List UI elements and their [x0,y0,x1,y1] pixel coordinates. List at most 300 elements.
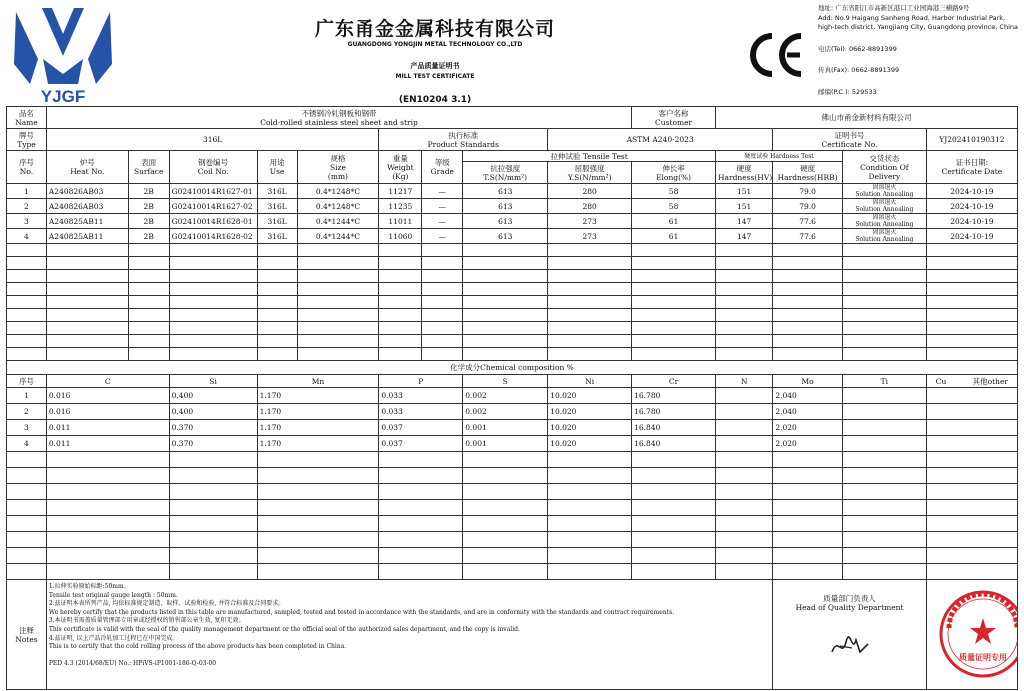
cell-el: 61 [632,214,716,229]
empty-cell [46,468,169,484]
company-logo [8,4,118,104]
empty-cell [7,348,47,361]
empty-cell [257,335,297,348]
empty-cell [128,322,169,335]
empty-cell [7,484,47,500]
company-name-cn: 广东甬金金属科技有限公司 [314,18,555,40]
empty-cell [379,322,422,335]
empty-cell [632,484,716,500]
customer-value: 佛山市甬金新材料有限公司 [716,107,1018,129]
empty-cell [257,296,297,309]
chem-cell-c: 0.011 [46,420,169,436]
chem-h-p: P [379,375,463,388]
seal-cell [926,580,1017,690]
empty-cell [926,283,1017,296]
chem-h-ti: Ti [842,375,926,388]
empty-cell [463,516,548,532]
empty-cell [842,270,926,283]
quality-head-en: Head of Quality Department [795,603,904,612]
empty-cell [632,296,716,309]
empty-cell [926,348,1017,361]
cell-no: 2 [7,199,47,214]
empty-cell [716,296,773,309]
empty-cell [297,283,379,296]
empty-cell [46,452,169,468]
empty-cell [422,309,463,322]
empty-cell [7,500,47,516]
note-line: This is to certify that the cold rolling process of the above products has been completed in China. [48,643,347,651]
certno-label: 证明书号 Certificate No. [773,129,926,151]
cell-date: 2024-10-19 [926,214,1017,229]
chem-body [7,388,1018,580]
empty-cell [548,309,632,322]
chem-cell-s: 0.002 [463,404,548,420]
h-seq: 序号 No. [7,151,47,184]
empty-cell [169,484,257,500]
cell-ts: 613 [463,229,548,244]
cell-ys: 273 [548,229,632,244]
cell-date: 2024-10-19 [926,229,1017,244]
empty-cell [773,516,843,532]
cell-use: 316L [257,199,297,214]
empty-cell [548,452,632,468]
h-date: 证书日期: Certificate Date [926,151,1017,184]
chem-h-s: S [463,375,548,388]
empty-cell [716,283,773,296]
empty-cell [716,468,773,484]
mech-empty-row [7,322,1018,335]
empty-cell [7,309,47,322]
empty-cell [7,452,47,468]
empty-cell [379,564,463,580]
chem-empty-row [7,484,1018,500]
empty-cell [297,309,379,322]
empty-cell [257,244,297,257]
empty-cell [548,244,632,257]
empty-cell [379,548,463,564]
chem-cell-n [716,436,773,452]
empty-cell [379,296,422,309]
empty-cell [463,532,548,548]
quality-head-cn: 质量部门负责人 [823,594,876,603]
empty-cell [422,296,463,309]
chem-cell-n [716,420,773,436]
empty-cell [379,309,422,322]
empty-cell [257,500,379,516]
cell-surface: 2B [128,229,169,244]
empty-cell [257,564,379,580]
empty-cell [257,452,379,468]
name-label: 品名 Name [7,107,47,129]
empty-cell [463,484,548,500]
cell-use: 316L [257,184,297,199]
cell-hv: 151 [716,184,773,199]
cell-grade: — [422,214,463,229]
chem-cell-si: 0.370 [169,436,257,452]
empty-cell [463,244,548,257]
empty-cell [842,322,926,335]
cell-size: 0.4*1248*C [297,199,379,214]
empty-cell [463,309,548,322]
empty-cell [169,244,257,257]
chem-cell-si: 0.400 [169,388,257,404]
empty-cell [128,283,169,296]
note-line: 2.兹证明本表所列产品, 均依标准规定制造、取样、试验和检验, 并符合标准及合同要求。 [48,600,285,608]
h-ts: 抗拉强度 T.S(N/mm²) [463,162,548,184]
empty-cell [842,244,926,257]
empty-cell [842,296,926,309]
certificate-table [6,106,1018,690]
chem-cell-p: 0.033 [379,388,463,404]
chem-cell-ti [842,420,926,436]
empty-cell [379,283,422,296]
chem-cell-mo: 2.020 [773,420,843,436]
cell-heat: A240826AB03 [46,184,128,199]
address-en: Add: No.9 Haigang Sanheng Road, Harbor Industrial Park, high-tech district, Yangjiang City, Guangdong province, China [818,13,1018,31]
empty-cell [297,322,379,335]
chem-cell-mo: 2.040 [773,404,843,420]
product-name: 不锈钢冷轧钢板和钢带 Cold-rolled stainless steel sheet and strip [46,107,631,129]
empty-cell [842,309,926,322]
mech-row [7,214,1018,229]
empty-cell [926,244,1017,257]
cell-weight: 11011 [379,214,422,229]
chem-cell-ti [842,404,926,420]
name-row [7,107,1018,129]
empty-cell [257,348,297,361]
empty-cell [257,283,297,296]
empty-cell [169,283,257,296]
cell-no: 3 [7,214,47,229]
empty-cell [46,244,128,257]
chem-cell-s: 0.002 [463,388,548,404]
signature-icon [830,632,870,660]
note-line: This certificate is valid with the seal of the quality management department or the official seal of the authorized sales department, and the copy is invalid. [48,625,520,633]
empty-cell [926,484,1017,500]
empty-cell [926,516,1017,532]
empty-cell [926,309,1017,322]
chem-cell-cu-other [926,436,1017,452]
empty-cell [422,257,463,270]
empty-cell [632,244,716,257]
chem-cell-cr: 16.780 [632,388,716,404]
empty-cell [842,532,926,548]
empty-cell [548,283,632,296]
certno-value: YJ202410190312 [926,129,1017,151]
mech-empty-row [7,270,1018,283]
empty-cell [297,244,379,257]
empty-cell [926,257,1017,270]
cell-ys: 280 [548,184,632,199]
h-el: 伸长率 Elong(%) [632,162,716,184]
chem-cell-mn: 1.170 [257,436,379,452]
empty-cell [716,548,773,564]
empty-cell [632,309,716,322]
standard-value: ASTM A240-2023 [548,129,773,151]
empty-cell [842,484,926,500]
h-size: 规格 Size (mm) [297,151,379,184]
chem-h-n: N [716,375,773,388]
h-hardness: 硬度试验 Hardness Test [716,151,843,162]
mech-empty-row [7,244,1018,257]
empty-cell [46,257,128,270]
empty-cell [463,257,548,270]
empty-cell [632,335,716,348]
empty-cell [46,309,128,322]
empty-cell [926,564,1017,580]
empty-cell [46,532,169,548]
chem-cell-c: 0.016 [46,388,169,404]
chem-cell-mn: 1.170 [257,420,379,436]
empty-cell [773,270,843,283]
empty-cell [716,309,773,322]
empty-cell [297,296,379,309]
empty-cell [257,484,379,500]
empty-cell [169,548,257,564]
empty-cell [632,283,716,296]
empty-cell [842,516,926,532]
chem-cell-mn: 1.170 [257,388,379,404]
empty-cell [716,270,773,283]
h-tensile: 拉伸试验 Tensile Test [463,151,716,162]
empty-cell [716,348,773,361]
cell-ts: 613 [463,184,548,199]
empty-cell [773,335,843,348]
cell-grade: — [422,199,463,214]
empty-cell [297,270,379,283]
empty-cell [169,468,257,484]
empty-cell [773,564,843,580]
chem-empty-row [7,564,1018,580]
cell-hv: 147 [716,214,773,229]
empty-cell [773,296,843,309]
empty-cell [548,468,632,484]
chem-row [7,436,1018,452]
cell-condition: 固溶退火 Solution Annealing [842,184,926,199]
chem-cell-p: 0.033 [379,404,463,420]
h-use: 用途 Use [257,151,297,184]
h-coil: 钢卷编号 Coil No. [169,151,257,184]
cell-coil: G02410014R1628-02 [169,229,257,244]
mech-row [7,184,1018,199]
empty-cell [7,548,47,564]
chem-cell-p: 0.037 [379,420,463,436]
chem-row [7,388,1018,404]
empty-cell [169,564,257,580]
mech-empty-row [7,335,1018,348]
certificate-title-cn: 产品质量证明书 [410,62,460,70]
certificate-title-en: MILL TEST CERTIFICATE [395,73,475,80]
chem-h-cu-other: Cu 其他other [926,375,1017,388]
en-standard-label: (EN10204 3.1) [398,95,472,105]
empty-cell [716,484,773,500]
empty-cell [773,244,843,257]
empty-cell [257,532,379,548]
empty-cell [379,348,422,361]
cell-surface: 2B [128,199,169,214]
empty-cell [422,270,463,283]
chem-cell-si: 0.370 [169,420,257,436]
empty-cell [716,452,773,468]
empty-cell [379,468,463,484]
empty-cell [46,348,128,361]
empty-cell [773,309,843,322]
mech-row [7,199,1018,214]
chem-cell-ni: 10.020 [548,436,632,452]
empty-cell [716,532,773,548]
empty-cell [128,348,169,361]
empty-cell [773,283,843,296]
empty-cell [463,452,548,468]
empty-cell [169,348,257,361]
h-hrb: 硬度 Hardness(HRB) [773,162,843,184]
empty-cell [773,452,843,468]
empty-cell [773,348,843,361]
chem-cell-cu-other [926,404,1017,420]
chem-cell-ni: 10.020 [548,404,632,420]
empty-cell [169,516,257,532]
cell-surface: 2B [128,184,169,199]
empty-cell [128,309,169,322]
empty-cell [422,322,463,335]
chem-cell-si: 0.400 [169,404,257,420]
cell-coil: G02410014R1627-02 [169,199,257,214]
chem-empty-row [7,452,1018,468]
empty-cell [379,484,463,500]
empty-cell [379,270,422,283]
empty-cell [926,468,1017,484]
empty-cell [632,257,716,270]
empty-cell [463,548,548,564]
standard-label: 执行标准 Product Standards [379,129,548,151]
chem-cell-ni: 10.020 [548,420,632,436]
empty-cell [7,564,47,580]
empty-cell [463,500,548,516]
cell-surface: 2B [128,214,169,229]
empty-cell [257,322,297,335]
empty-cell [7,257,47,270]
empty-cell [46,548,169,564]
cell-weight: 11235 [379,199,422,214]
logo-text: YJGF [40,87,86,104]
customer-label: 客户名称 Customer [632,107,716,129]
mech-empty-row [7,257,1018,270]
empty-cell [716,335,773,348]
cell-no: 4 [7,229,47,244]
note-line: 3.本证明书需盖质量管理部专用章或经授权的销售部公章生效, 复印无效。 [48,617,245,625]
chem-cell-seq: 2 [7,404,47,420]
empty-cell [7,270,47,283]
cell-condition: 固溶退火 Solution Annealing [842,229,926,244]
mech-empty-row [7,309,1018,322]
empty-cell [548,322,632,335]
chem-empty-row [7,548,1018,564]
empty-cell [7,335,47,348]
empty-cell [257,548,379,564]
mech-empty-row [7,283,1018,296]
chem-h-mn: Mn [257,375,379,388]
chem-h-seq: 序号 [7,375,47,388]
empty-cell [379,257,422,270]
empty-cell [297,335,379,348]
chem-cell-ti [842,436,926,452]
cell-condition: 固溶退火 Solution Annealing [842,199,926,214]
empty-cell [548,257,632,270]
cell-coil: G02410014R1628-01 [169,214,257,229]
empty-cell [773,257,843,270]
empty-cell [46,564,169,580]
chem-cell-mo: 2.020 [773,436,843,452]
cell-size: 0.4*1244*C [297,214,379,229]
empty-cell [716,500,773,516]
empty-cell [46,335,128,348]
cell-use: 316L [257,214,297,229]
company-seal-icon [929,588,1018,680]
empty-cell [379,516,463,532]
empty-cell [842,468,926,484]
cell-coil: G02410014R1627-01 [169,184,257,199]
cell-ts: 613 [463,199,548,214]
empty-cell [926,548,1017,564]
empty-cell [463,348,548,361]
empty-cell [463,335,548,348]
chem-cell-cu-other [926,388,1017,404]
chem-cell-ni: 10.020 [548,388,632,404]
empty-cell [926,500,1017,516]
empty-cell [297,257,379,270]
empty-cell [46,270,128,283]
empty-cell [632,348,716,361]
empty-cell [422,283,463,296]
empty-cell [169,500,257,516]
chem-empty-row [7,468,1018,484]
empty-cell [46,322,128,335]
empty-cell [632,500,716,516]
notes-label: 注释 Notes [7,580,47,690]
empty-cell [716,244,773,257]
empty-cell [257,309,297,322]
cell-weight: 11217 [379,184,422,199]
empty-cell [632,532,716,548]
empty-cell [379,500,463,516]
empty-cell [632,468,716,484]
chem-h-cr: Cr [632,375,716,388]
empty-cell [422,244,463,257]
cell-hrb: 79.0 [773,199,843,214]
postcode: 邮编(P.C.): 529533 [818,87,877,96]
cell-ys: 273 [548,214,632,229]
empty-cell [128,270,169,283]
empty-cell [773,500,843,516]
empty-cell [257,270,297,283]
contact-block [818,4,1018,97]
empty-cell [548,348,632,361]
empty-cell [169,270,257,283]
empty-cell [128,335,169,348]
empty-cell [379,335,422,348]
h-ys: 屈服强度 Y.S(N/mm²) [548,162,632,184]
cell-ts: 613 [463,214,548,229]
chem-empty-row [7,500,1018,516]
svg-text:质量证明专用: 质量证明专用 [958,652,1007,662]
empty-cell [379,244,422,257]
empty-cell [463,283,548,296]
empty-cell [169,532,257,548]
empty-cell [379,532,463,548]
empty-cell [169,335,257,348]
chem-cell-cr: 16.840 [632,436,716,452]
empty-cell [632,322,716,335]
